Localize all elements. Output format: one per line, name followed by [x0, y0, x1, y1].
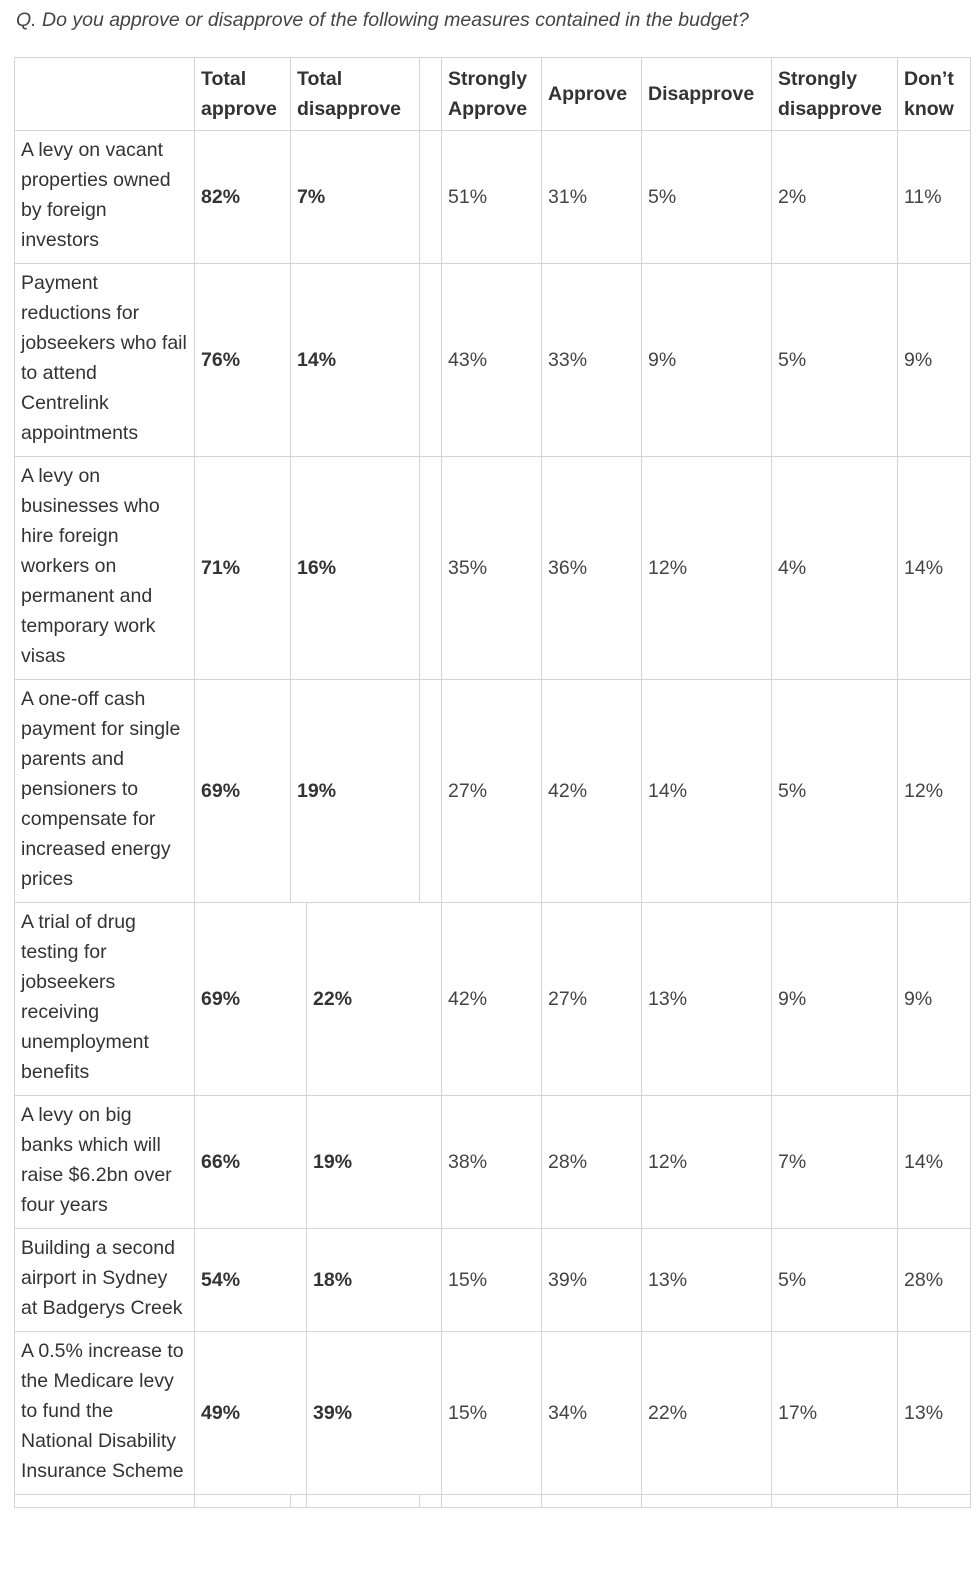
measure-cell: Payment reductions for jobseekers who fail to attend Centrelink appointments [15, 264, 195, 457]
approve-cell: 42% [542, 680, 642, 903]
header-strongly-disapprove: Strongly disapprove [772, 58, 898, 131]
total-approve-cell: 71% [195, 457, 291, 680]
table-row [15, 1096, 971, 1229]
disapprove-cell: 12% [642, 457, 772, 680]
strongly-approve-cell: 42% [442, 903, 542, 1096]
table-row [15, 1332, 971, 1495]
total-disapprove-cell: 22% [307, 903, 442, 1096]
empty-cell [195, 1495, 291, 1508]
approve-cell: 27% [542, 903, 642, 1096]
budget-measures-table [14, 57, 971, 1508]
empty-cell [542, 1495, 642, 1508]
strongly-approve-cell: 15% [442, 1332, 542, 1495]
question-text: Q. Do you approve or disapprove of the following measures contained in the budget? [16, 9, 749, 31]
total-approve-cell: 54% [195, 1229, 307, 1332]
dont-know-cell: 9% [898, 903, 971, 1096]
empty-cell [420, 1495, 442, 1508]
table-row [15, 1229, 971, 1332]
total-approve-cell: 69% [195, 680, 291, 903]
total-approve-cell: 76% [195, 264, 291, 457]
table-row [15, 903, 971, 1096]
spacer-cell [420, 264, 442, 457]
header-total-disapprove: Total disapprove [291, 58, 420, 131]
measure-cell: A trial of drug testing for jobseekers receiving unemployment benefits [15, 903, 195, 1096]
measure-cell: A one-off cash payment for single parents and pensioners to compensate for increased energy prices [15, 680, 195, 903]
strongly-disapprove-cell: 5% [772, 264, 898, 457]
strongly-approve-cell: 15% [442, 1229, 542, 1332]
table-row [15, 680, 971, 903]
empty-cell [642, 1495, 772, 1508]
strongly-disapprove-cell: 17% [772, 1332, 898, 1495]
header-row [15, 58, 971, 131]
dont-know-cell: 12% [898, 680, 971, 903]
dont-know-cell: 14% [898, 1096, 971, 1229]
empty-cell [291, 1495, 307, 1508]
disapprove-cell: 14% [642, 680, 772, 903]
measure-cell: A levy on vacant properties owned by foreign investors [15, 131, 195, 264]
total-approve-cell: 69% [195, 903, 307, 1096]
empty-cell [307, 1495, 420, 1508]
approve-cell: 31% [542, 131, 642, 264]
measure-cell: A 0.5% increase to the Medicare levy to fund the National Disability Insurance Scheme [15, 1332, 195, 1495]
disapprove-cell: 12% [642, 1096, 772, 1229]
strongly-disapprove-cell: 4% [772, 457, 898, 680]
strongly-disapprove-cell: 5% [772, 680, 898, 903]
empty-footer-row [15, 1495, 971, 1508]
total-disapprove-cell: 18% [307, 1229, 442, 1332]
strongly-approve-cell: 38% [442, 1096, 542, 1229]
approve-cell: 34% [542, 1332, 642, 1495]
header-strongly-approve: Strongly Approve [442, 58, 542, 131]
total-disapprove-cell: 39% [307, 1332, 442, 1495]
strongly-disapprove-cell: 2% [772, 131, 898, 264]
approve-cell: 33% [542, 264, 642, 457]
disapprove-cell: 9% [642, 264, 772, 457]
approve-cell: 28% [542, 1096, 642, 1229]
total-approve-cell: 49% [195, 1332, 307, 1495]
strongly-approve-cell: 27% [442, 680, 542, 903]
total-approve-cell: 66% [195, 1096, 307, 1229]
dont-know-cell: 28% [898, 1229, 971, 1332]
measure-cell: A levy on businesses who hire foreign workers on permanent and temporary work visas [15, 457, 195, 680]
spacer-cell [420, 457, 442, 680]
strongly-approve-cell: 35% [442, 457, 542, 680]
measure-cell: Building a second airport in Sydney at Badgerys Creek [15, 1229, 195, 1332]
total-disapprove-cell: 7% [291, 131, 420, 264]
dont-know-cell: 9% [898, 264, 971, 457]
total-disapprove-cell: 19% [291, 680, 420, 903]
spacer-cell [420, 131, 442, 264]
header-spacer [420, 58, 442, 131]
spacer-cell [420, 680, 442, 903]
header-measure [15, 58, 195, 131]
disapprove-cell: 13% [642, 903, 772, 1096]
dont-know-cell: 13% [898, 1332, 971, 1495]
header-dont-know: Don’t know [898, 58, 971, 131]
strongly-disapprove-cell: 5% [772, 1229, 898, 1332]
table-row [15, 131, 971, 264]
empty-cell [898, 1495, 971, 1508]
disapprove-cell: 22% [642, 1332, 772, 1495]
empty-cell [772, 1495, 898, 1508]
total-disapprove-cell: 14% [291, 264, 420, 457]
approve-cell: 39% [542, 1229, 642, 1332]
header-total-approve: Total approve [195, 58, 291, 131]
strongly-disapprove-cell: 7% [772, 1096, 898, 1229]
strongly-approve-cell: 43% [442, 264, 542, 457]
empty-cell [442, 1495, 542, 1508]
dont-know-cell: 14% [898, 457, 971, 680]
total-disapprove-cell: 16% [291, 457, 420, 680]
dont-know-cell: 11% [898, 131, 971, 264]
disapprove-cell: 13% [642, 1229, 772, 1332]
measure-cell: A levy on big banks which will raise $6.2bn over four years [15, 1096, 195, 1229]
strongly-approve-cell: 51% [442, 131, 542, 264]
header-approve: Approve [542, 58, 642, 131]
total-disapprove-cell: 19% [307, 1096, 442, 1229]
total-approve-cell: 82% [195, 131, 291, 264]
header-disapprove: Disapprove [642, 58, 772, 131]
disapprove-cell: 5% [642, 131, 772, 264]
table-row [15, 457, 971, 680]
table-row [15, 264, 971, 457]
approve-cell: 36% [542, 457, 642, 680]
empty-cell [15, 1495, 195, 1508]
strongly-disapprove-cell: 9% [772, 903, 898, 1096]
